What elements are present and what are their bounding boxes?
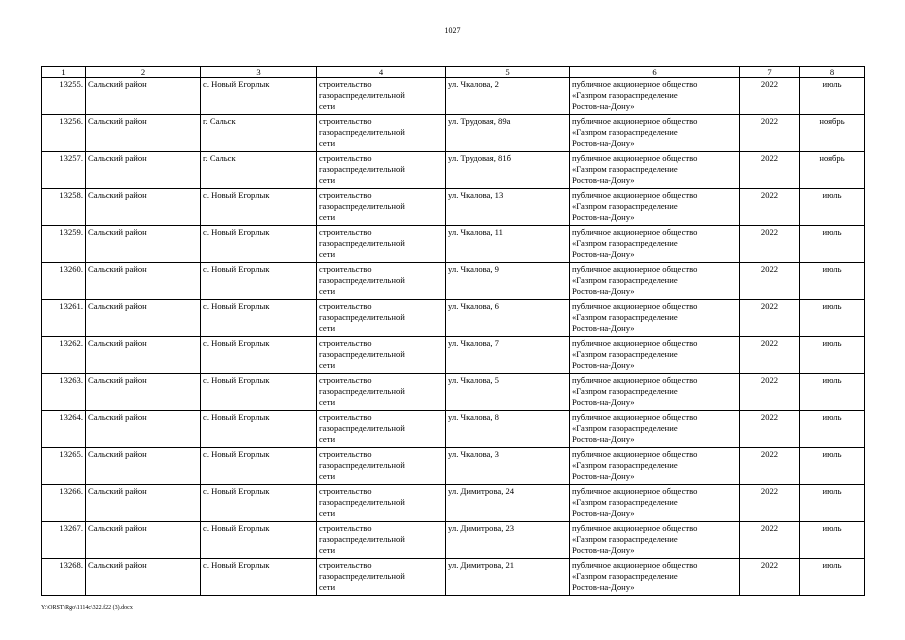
organization-cell-line: Ростов-на-Дону» xyxy=(572,434,635,444)
organization-cell xyxy=(570,263,740,300)
work-type-cell-line: газораспределительной xyxy=(319,164,405,174)
table-row xyxy=(42,374,865,411)
organization-cell-line: публичное акционерное общество xyxy=(572,449,698,459)
column-header-4: 4 xyxy=(317,67,446,78)
work-type-cell-line: сети xyxy=(319,582,336,592)
organization-cell-line: публичное акционерное общество xyxy=(572,412,698,422)
address-cell: ул. Чкалова, 11 xyxy=(446,226,570,263)
row-number: 13267. xyxy=(42,522,86,559)
row-number: 13259. xyxy=(42,226,86,263)
organization-cell-line: публичное акционерное общество xyxy=(572,301,698,311)
organization-cell xyxy=(570,374,740,411)
work-type-cell xyxy=(317,411,446,448)
work-type-cell-line: газораспределительной xyxy=(319,238,405,248)
organization-cell-line: «Газпром газораспределение xyxy=(572,497,678,507)
year-cell: 2022 xyxy=(740,448,800,485)
work-type-cell xyxy=(317,189,446,226)
organization-cell xyxy=(570,411,740,448)
work-type-cell-line: газораспределительной xyxy=(319,534,405,544)
row-number: 13257. xyxy=(42,152,86,189)
organization-cell xyxy=(570,559,740,596)
locality-cell: с. Новый Егорлык xyxy=(201,300,317,337)
organization-cell-line: «Газпром газораспределение xyxy=(572,201,678,211)
work-type-cell-line: строительство xyxy=(319,116,372,126)
organization-cell xyxy=(570,300,740,337)
year-cell: 2022 xyxy=(740,152,800,189)
address-cell: ул. Чкалова, 6 xyxy=(446,300,570,337)
organization-cell-line: публичное акционерное общество xyxy=(572,264,698,274)
table-row xyxy=(42,115,865,152)
work-type-cell xyxy=(317,522,446,559)
year-cell: 2022 xyxy=(740,78,800,115)
table-row xyxy=(42,263,865,300)
work-type-cell-line: строительство xyxy=(319,412,372,422)
month-cell: июль xyxy=(800,226,865,263)
work-type-cell xyxy=(317,337,446,374)
work-type-cell-line: сети xyxy=(319,212,336,222)
organization-cell-line: «Газпром газораспределение xyxy=(572,164,678,174)
table-row xyxy=(42,189,865,226)
month-cell: июль xyxy=(800,300,865,337)
district-cell: Сальский район xyxy=(86,189,201,226)
work-type-cell-line: сети xyxy=(319,175,336,185)
column-header-3: 3 xyxy=(201,67,317,78)
table-row xyxy=(42,485,865,522)
organization-cell-line: Ростов-на-Дону» xyxy=(572,101,635,111)
district-cell: Сальский район xyxy=(86,559,201,596)
work-type-cell xyxy=(317,374,446,411)
table-row xyxy=(42,78,865,115)
row-number: 13266. xyxy=(42,485,86,522)
work-type-cell-line: газораспределительной xyxy=(319,460,405,470)
work-type-cell-line: строительство xyxy=(319,449,372,459)
locality-cell: с. Новый Егорлык xyxy=(201,189,317,226)
organization-cell-line: Ростов-на-Дону» xyxy=(572,360,635,370)
work-type-cell-line: газораспределительной xyxy=(319,571,405,581)
organization-cell-line: «Газпром газораспределение xyxy=(572,127,678,137)
month-cell: ноябрь xyxy=(800,152,865,189)
table-row xyxy=(42,152,865,189)
locality-cell: г. Сальск xyxy=(201,152,317,189)
work-type-cell-line: строительство xyxy=(319,301,372,311)
year-cell: 2022 xyxy=(740,374,800,411)
month-cell: июль xyxy=(800,559,865,596)
locality-cell: с. Новый Егорлык xyxy=(201,78,317,115)
address-cell: ул. Чкалова, 9 xyxy=(446,263,570,300)
row-number: 13256. xyxy=(42,115,86,152)
organization-cell-line: публичное акционерное общество xyxy=(572,560,698,570)
address-cell: ул. Чкалова, 8 xyxy=(446,411,570,448)
organization-cell xyxy=(570,189,740,226)
locality-cell: с. Новый Егорлык xyxy=(201,337,317,374)
organization-cell xyxy=(570,78,740,115)
row-number: 13261. xyxy=(42,300,86,337)
month-cell: июль xyxy=(800,411,865,448)
work-type-cell-line: строительство xyxy=(319,190,372,200)
row-number: 13260. xyxy=(42,263,86,300)
organization-cell-line: Ростов-на-Дону» xyxy=(572,286,635,296)
work-type-cell-line: строительство xyxy=(319,523,372,533)
column-header-2: 2 xyxy=(86,67,201,78)
organization-cell-line: Ростов-на-Дону» xyxy=(572,323,635,333)
address-cell: ул. Трудовая, 81б xyxy=(446,152,570,189)
address-cell: ул. Чкалова, 7 xyxy=(446,337,570,374)
organization-cell xyxy=(570,115,740,152)
organization-cell-line: Ростов-на-Дону» xyxy=(572,582,635,592)
organization-cell-line: публичное акционерное общество xyxy=(572,486,698,496)
organization-cell xyxy=(570,448,740,485)
organization-cell-line: «Газпром газораспределение xyxy=(572,90,678,100)
month-cell: июль xyxy=(800,374,865,411)
table-row xyxy=(42,522,865,559)
work-type-cell-line: строительство xyxy=(319,486,372,496)
district-cell: Сальский район xyxy=(86,374,201,411)
work-type-cell xyxy=(317,559,446,596)
organization-cell-line: «Газпром газораспределение xyxy=(572,534,678,544)
district-cell: Сальский район xyxy=(86,411,201,448)
district-cell: Сальский район xyxy=(86,263,201,300)
table-row xyxy=(42,226,865,263)
address-cell: ул. Димитрова, 21 xyxy=(446,559,570,596)
work-type-cell-line: сети xyxy=(319,286,336,296)
district-cell: Сальский район xyxy=(86,448,201,485)
address-cell: ул. Трудовая, 89а xyxy=(446,115,570,152)
row-number: 13255. xyxy=(42,78,86,115)
year-cell: 2022 xyxy=(740,189,800,226)
address-cell: ул. Димитрова, 23 xyxy=(446,522,570,559)
organization-cell-line: «Газпром газораспределение xyxy=(572,571,678,581)
locality-cell: с. Новый Егорлык xyxy=(201,226,317,263)
district-cell: Сальский район xyxy=(86,300,201,337)
work-type-cell-line: строительство xyxy=(319,153,372,163)
district-cell: Сальский район xyxy=(86,226,201,263)
work-type-cell xyxy=(317,152,446,189)
district-cell: Сальский район xyxy=(86,78,201,115)
row-number: 13258. xyxy=(42,189,86,226)
work-type-cell-line: газораспределительной xyxy=(319,349,405,359)
organization-cell-line: «Газпром газораспределение xyxy=(572,423,678,433)
work-type-cell xyxy=(317,115,446,152)
work-type-cell-line: сети xyxy=(319,101,336,111)
work-type-cell-line: сети xyxy=(319,471,336,481)
work-type-cell-line: строительство xyxy=(319,79,372,89)
district-cell: Сальский район xyxy=(86,152,201,189)
address-cell: ул. Чкалова, 13 xyxy=(446,189,570,226)
organization-cell-line: «Газпром газораспределение xyxy=(572,386,678,396)
locality-cell: с. Новый Егорлык xyxy=(201,522,317,559)
work-type-cell xyxy=(317,78,446,115)
locality-cell: с. Новый Егорлык xyxy=(201,448,317,485)
organization-cell-line: публичное акционерное общество xyxy=(572,338,698,348)
organization-cell-line: Ростов-на-Дону» xyxy=(572,508,635,518)
organization-cell-line: публичное акционерное общество xyxy=(572,153,698,163)
address-cell: ул. Чкалова, 5 xyxy=(446,374,570,411)
organization-cell-line: «Газпром газораспределение xyxy=(572,349,678,359)
work-type-cell-line: сети xyxy=(319,397,336,407)
table-row xyxy=(42,337,865,374)
organization-cell-line: Ростов-на-Дону» xyxy=(572,545,635,555)
month-cell: июль xyxy=(800,78,865,115)
work-type-cell-line: газораспределительной xyxy=(319,201,405,211)
district-cell: Сальский район xyxy=(86,485,201,522)
organization-cell-line: Ростов-на-Дону» xyxy=(572,212,635,222)
work-type-cell xyxy=(317,300,446,337)
column-header-1: 1 xyxy=(42,67,86,78)
year-cell: 2022 xyxy=(740,226,800,263)
work-type-cell-line: газораспределительной xyxy=(319,90,405,100)
organization-cell xyxy=(570,485,740,522)
organization-cell-line: «Газпром газораспределение xyxy=(572,275,678,285)
work-type-cell-line: газораспределительной xyxy=(319,275,405,285)
month-cell: июль xyxy=(800,485,865,522)
work-type-cell-line: строительство xyxy=(319,560,372,570)
organization-cell-line: «Газпром газораспределение xyxy=(572,460,678,470)
organization-cell-line: публичное акционерное общество xyxy=(572,375,698,385)
work-type-cell-line: сети xyxy=(319,545,336,555)
work-type-cell-line: газораспределительной xyxy=(319,312,405,322)
table-row xyxy=(42,559,865,596)
year-cell: 2022 xyxy=(740,522,800,559)
row-number: 13268. xyxy=(42,559,86,596)
organization-cell-line: Ростов-на-Дону» xyxy=(572,138,635,148)
organization-cell xyxy=(570,152,740,189)
organization-cell-line: Ростов-на-Дону» xyxy=(572,471,635,481)
locality-cell: с. Новый Егорлык xyxy=(201,374,317,411)
work-type-cell xyxy=(317,485,446,522)
work-type-cell-line: строительство xyxy=(319,264,372,274)
work-type-cell-line: газораспределительной xyxy=(319,127,405,137)
address-cell: ул. Чкалова, 3 xyxy=(446,448,570,485)
row-number: 13262. xyxy=(42,337,86,374)
column-header-5: 5 xyxy=(446,67,570,78)
locality-cell: г. Сальск xyxy=(201,115,317,152)
table-body xyxy=(42,78,865,596)
address-cell: ул. Димитрова, 24 xyxy=(446,485,570,522)
work-type-cell xyxy=(317,448,446,485)
organization-cell-line: публичное акционерное общество xyxy=(572,116,698,126)
work-type-cell-line: строительство xyxy=(319,375,372,385)
work-type-cell-line: строительство xyxy=(319,338,372,348)
locality-cell: с. Новый Егорлык xyxy=(201,559,317,596)
locality-cell: с. Новый Егорлык xyxy=(201,485,317,522)
work-type-cell xyxy=(317,263,446,300)
year-cell: 2022 xyxy=(740,115,800,152)
work-type-cell-line: газораспределительной xyxy=(319,497,405,507)
work-type-cell xyxy=(317,226,446,263)
work-type-cell-line: сети xyxy=(319,249,336,259)
table-row xyxy=(42,300,865,337)
year-cell: 2022 xyxy=(740,559,800,596)
organization-cell-line: публичное акционерное общество xyxy=(572,523,698,533)
work-type-cell-line: газораспределительной xyxy=(319,386,405,396)
organization-cell-line: публичное акционерное общество xyxy=(572,79,698,89)
column-header-8: 8 xyxy=(800,67,865,78)
table-row xyxy=(42,411,865,448)
column-number-row xyxy=(42,67,865,78)
work-type-cell-line: газораспределительной xyxy=(319,423,405,433)
table-row xyxy=(42,448,865,485)
row-number: 13263. xyxy=(42,374,86,411)
district-cell: Сальский район xyxy=(86,337,201,374)
row-number: 13265. xyxy=(42,448,86,485)
year-cell: 2022 xyxy=(740,485,800,522)
work-type-cell-line: сети xyxy=(319,434,336,444)
locality-cell: с. Новый Егорлык xyxy=(201,263,317,300)
organization-cell-line: «Газпром газораспределение xyxy=(572,238,678,248)
month-cell: ноябрь xyxy=(800,115,865,152)
month-cell: июль xyxy=(800,189,865,226)
document-file-path: Y:\ORST\Rgo\1114c\322.f22 (3).docx xyxy=(41,605,133,611)
row-number: 13264. xyxy=(42,411,86,448)
year-cell: 2022 xyxy=(740,300,800,337)
organization-cell xyxy=(570,522,740,559)
locality-cell: с. Новый Егорлык xyxy=(201,411,317,448)
month-cell: июль xyxy=(800,522,865,559)
year-cell: 2022 xyxy=(740,411,800,448)
work-type-cell-line: сети xyxy=(319,138,336,148)
organization-cell xyxy=(570,337,740,374)
month-cell: июль xyxy=(800,337,865,374)
organization-cell-line: «Газпром газораспределение xyxy=(572,312,678,322)
district-cell: Сальский район xyxy=(86,522,201,559)
month-cell: июль xyxy=(800,448,865,485)
organization-cell-line: Ростов-на-Дону» xyxy=(572,175,635,185)
organization-cell-line: публичное акционерное общество xyxy=(572,227,698,237)
work-type-cell-line: сети xyxy=(319,323,336,333)
organization-cell-line: публичное акционерное общество xyxy=(572,190,698,200)
organization-cell xyxy=(570,226,740,263)
work-type-cell-line: сети xyxy=(319,508,336,518)
work-type-cell-line: сети xyxy=(319,360,336,370)
district-cell: Сальский район xyxy=(86,115,201,152)
column-header-7: 7 xyxy=(740,67,800,78)
column-header-6: 6 xyxy=(570,67,740,78)
works-table xyxy=(41,66,865,596)
work-type-cell-line: строительство xyxy=(319,227,372,237)
month-cell: июль xyxy=(800,263,865,300)
year-cell: 2022 xyxy=(740,337,800,374)
organization-cell-line: Ростов-на-Дону» xyxy=(572,397,635,407)
year-cell: 2022 xyxy=(740,263,800,300)
table-header xyxy=(42,67,865,78)
page-number: 1027 xyxy=(444,26,461,35)
address-cell: ул. Чкалова, 2 xyxy=(446,78,570,115)
organization-cell-line: Ростов-на-Дону» xyxy=(572,249,635,259)
